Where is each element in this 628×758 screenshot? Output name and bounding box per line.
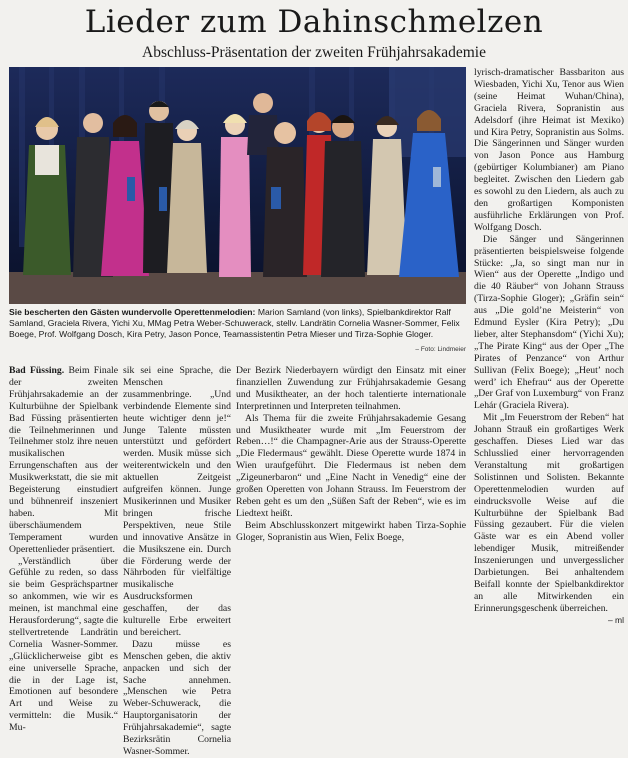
article-paragraph: sik sei eine Sprache, die Menschen zusammenbringe. „Und verbindende Elemente sind heute wichtiger denn je!“ Junge Talente müssten unterstützt und gefördert werden. Musik müsse sich weiterentwickeln und den aktuellen Zeitgeist aufgreifen können. Junge Musikerinnen und Musiker bringen frische Perspektiven, neue Stile und innovative Ansätze in die Musikszene ein. Durch die Förderung werde der Nährboden für vielfältige musikalische Ausdrucksformen geschaffen, der das kulturelle Erbe erweitert und bereichert. xyxy=(123,365,231,638)
article-column-1 xyxy=(9,365,118,734)
author-initials: – ml xyxy=(607,614,624,625)
group-photo xyxy=(9,67,466,304)
photo-caption-text: Marion Samland (von links), Spielbankdirektor Ralf Samland, Graciela Rivera, Yichi Xu, MMag Petra Weber-Schuwerack, stellv. Landrätin Cornelia Wasner-Sommer, Felix Boege, Prof. Wolfgang Dosch, Kira Petry, Jason Ponce, Teamassistentin Petra Mieser und Tirza-Sophie Gloger. xyxy=(9,307,460,339)
article-column-2 xyxy=(123,365,231,758)
paragraph-text: Beim Finale der zweiten Frühjahrsakademie an der Kulturbühne der Spielbank Bad Füssing präsentierten die Teilnehmerinnen und Teilnehmer stolz ihre neuen musikalischen Errungenschaften aus der Musikwerkstatt, die sie mit Begeisterung einstudiert und bühnenreif inszeniert haben. Mit überschäumendem Temperament wurden Operettenlieder präsentiert. xyxy=(9,365,119,555)
article-column-4 xyxy=(474,67,624,627)
headline: Lieder zum Dahinschmelzen xyxy=(84,4,544,40)
article-paragraph xyxy=(9,365,118,556)
paragraph-text: Mit „Im Feuerstrom der Reben“ hat Johann Strauß ein großartiges Werk geschaffen. Dieses Lied war das Schlusslied einer hervorragenden Veranstaltung mit großartigen Solistinnen und Solisten. Bekannte Operettenmelodien wurden auf eindrucksvolle Weise auf die Kulturbühne der Spielbank Bad Füssing gezaubert. Für die vielen Gäste war es ein Abend voller lebendiger Musik, mitreißender Inszenierungen und unvergesslicher Darbietungen. Bei anhaltendem Beifall konnte der Spielbankdirektor an alle Mitwirkenden ein Erinnerungsgeschenk überreichen. xyxy=(474,412,624,614)
dateline: Bad Füssing. xyxy=(9,365,65,376)
article-paragraph: Die Sänger und Sängerinnen präsentierten beispielsweise folgende Stücke: „Ja, so singt man nur in Wien“ aus der Operette „Indigo und die 40 Räuber“ von Johann Strauss (Tirza-Sophie Gloger); „Gräfin sein“ aus „Die gold’ne Meisterin“ von Edmund Eysler (Kira Petry); „Du lieber, alter Stephansdom“ (Yichi Xu); „The Pirate King“ aus der Oper „The Pirates of Penzance“ von Arthur Sullivan (Felix Boege); „Heut’ noch werd’ ich Ehefrau“ aus der Operette „Der Graf von Luxemburg“ von Franz Lehár (Graciela Rivera). xyxy=(474,233,624,412)
photo-credit: – Foto: Lindmeier xyxy=(415,346,466,353)
subheadline: Abschluss-Präsentation der zweiten Frühjahrsakademie xyxy=(142,44,486,61)
article-paragraph: lyrisch-dramatischer Bassbariton aus Wiesbaden, Yichi Xu, Tenor aus Wien (seine Heimat Wuhan/China), Graciela Rivera, Sopranistin aus Adelsdorf (ihre Heimat ist Mexiko) und Kira Petry, Sopranistin aus Solms. Die Sängerinnen und Sänger wurden von Jason Ponce aus Hamburg (gebürtiger Kolumbianer) am Piano begleitet. Zwischen den Liedern gab es sowohl zu den Liedern, als auch zu den großartigen Komponisten ausführliche Erklärungen von Prof. Wolfgang Dosch. xyxy=(474,67,624,233)
article-paragraph: Als Thema für die zweite Frühjahrsakademie Gesang und Musiktheater wurde mit „Im Feuerstrom der Reben…!“ die Champagner-Arie aus der Strauss-Operette „Die Fledermaus“ gewählt. Diese Operette wurde 1874 in Wien uraufgeführt. Die Fledermaus ist neben dem „Zigeunerbaron“ und „Eine Nacht in Venedig“ eine der großen Operetten von Johann Strauss. Im Feuerstrom der Reben geht es um den „Süßen Saft der Reben“, wie es im Liedtext heißt. xyxy=(236,412,466,519)
article-paragraph xyxy=(474,412,624,625)
group-photo-illustration xyxy=(9,67,466,304)
article-paragraph: Beim Abschlusskonzert mitgewirkt haben Tirza-Sophie Gloger, Sopranistin aus Wien, Felix Boege, xyxy=(236,519,466,543)
photo-caption xyxy=(9,307,466,340)
article-paragraph: Der Bezirk Niederbayern würdigt den Einsatz mit einer finanziellen Zuwendung zur Frühjahrsakademie Gesang und Musiktheater, an der hoch talentierte internationale Interpretinnen und Interpreten teilnahmen. xyxy=(236,365,466,412)
article-paragraph: „Verständlich über Gefühle zu reden, so dass sie beim Gesprächspartner so ankommen, wie wir es meinen, ist manchmal eine Herausforderung“, sagte die stellvertretende Landrätin Cornelia Wasner-Sommer. „Glücklicherweise gibt es eine universelle Sprache, die in der Lage ist, Emotionen auf besondere Art und Weise zu vermitteln: die Musik.“ Mu- xyxy=(9,555,118,734)
article-paragraph: Dazu müsse es Menschen geben, die aktiv anpacken und sich der Sache annehmen. „Menschen wie Petra Weber-Schuwerack, die Hauptorganisatorin der Frühjahrsakademie“, sagte Bezirksrätin Cornelia Wasner-Sommer. xyxy=(123,638,231,757)
article-column-3 xyxy=(236,365,466,544)
photo-caption-lead: Sie bescherten den Gästen wundervolle Operettenmelodien: xyxy=(9,307,256,317)
